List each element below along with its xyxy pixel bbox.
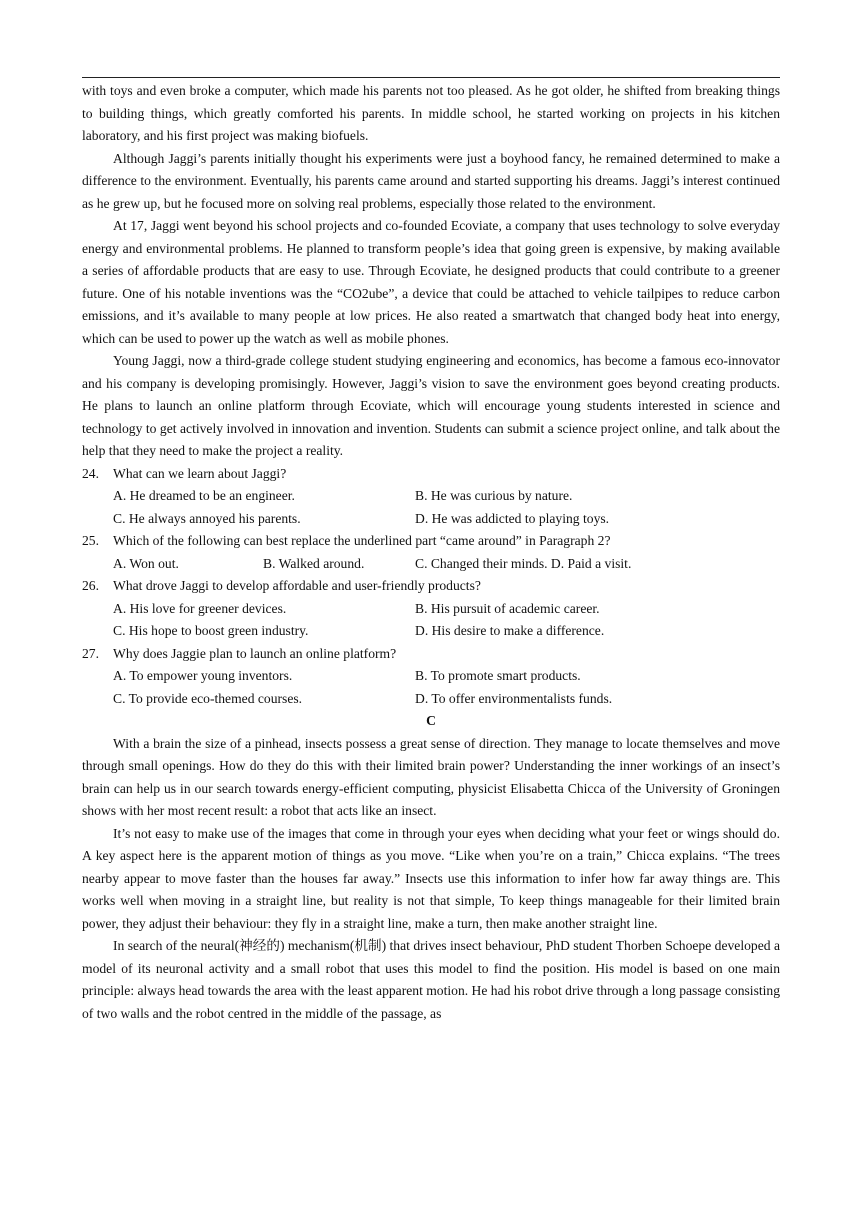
option-b: B. His pursuit of academic career. [415, 600, 600, 616]
question-24 [82, 463, 780, 531]
option-a: A. Won out. [113, 555, 179, 571]
option-a: A. His love for greener devices. [113, 600, 287, 616]
question-stem: What drove Jaggi to develop affordable and user-friendly products? [113, 578, 481, 593]
passage-c-paragraph: It’s not easy to make use of the images that come in through your eyes when deciding what your feet or wings should do. A key aspect here is the apparent motion of things as you move. “Like when you’re on a train,” Chicca explains. “The trees nearby appear to move faster than the houses far away.” Insects use this information to infer how far away things are. This works well when moving in a straight line, but reality is not that simple, To keep things manageable for their limited brain power, they adjust their behaviour: they fly in a straight line, make a turn, then make another straight line. [82, 825, 780, 931]
option-c: C. His hope to boost green industry. [113, 623, 309, 638]
question-stem: Which of the following can best replace the underlined part “came around” in Paragraph 2? [113, 533, 611, 548]
passage-b-paragraph: At 17, Jaggi went beyond his school projects and co-founded Ecoviate, a company that uses technology to solve everyday energy and environmental problems. He planned to transform people’s idea that going green is expensive, by making available a series of affordable products that are easy to use. Through Ecoviate, he designed products that could contribute to a greener future. One of his notable inventions was the “CO2ube”, a device that could be attached to vehicle tailpipes to reduce carbon emissions, and it’s available to many people at low prices. He also reated a smartwatch that changed body heat into energy, which can be used to power up the watch as well as mobile phones. [82, 218, 780, 346]
question-number: 27. [82, 645, 99, 661]
option-c: C. To provide eco-themed courses. [113, 690, 303, 706]
passage-c-paragraph: With a brain the size of a pinhead, insects possess a great sense of direction. They manage to locate themselves and move through small openings. How do they do this with their limited brain power? Understanding the inner workings of an insect’s brain can help us in our search towards energy-efficient computing, physicist Elisabetta Chicca of the University of Groningen shows with her most recent result: a robot that acts like an insect. [82, 735, 780, 818]
option-d: D. To offer environmentalists funds. [415, 690, 613, 706]
option-b: B. To promote smart products. [415, 668, 581, 683]
question-25 [82, 530, 780, 575]
passage-c-paragraph: In search of the neural(神经的) mechanism(机制) that drives insect behaviour, PhD student Thorben Schoepe developed a model of its neuronal activity and a small robot that uses this model to find the position. His model is based on one main principle: always head towards the area with the least apparent motion. He had his robot drive through a long passage consisting of two walls and the robot centred in the middle of the passage, as [82, 938, 781, 1021]
header-rule [82, 77, 780, 78]
option-b: B. He was curious by nature. [415, 488, 573, 503]
section-heading: C [426, 713, 436, 728]
option-d: D. He was addicted to playing toys. [415, 510, 610, 526]
question-number: 24. [82, 465, 99, 481]
question-26 [82, 575, 780, 643]
option-b: B. Walked around. [263, 555, 365, 571]
passage-b-paragraph: with toys and even broke a computer, which made his parents not too pleased. As he got older, he shifted from breaking things to building things, which greatly comforted his parents. In middle school, he started working on projects in his kitchen laboratory, and his first project was making biofuels. [82, 83, 780, 143]
option-a: A. He dreamed to be an engineer. [113, 488, 295, 503]
question-stem: Why does Jaggie plan to launch an online platform? [113, 645, 397, 661]
option-d: D. His desire to make a difference. [415, 623, 605, 638]
question-number: 25. [82, 533, 99, 548]
question-number: 26. [82, 578, 99, 593]
option-a: A. To empower young inventors. [113, 668, 293, 683]
passage-b-paragraph: Young Jaggi, now a third-grade college student studying engineering and economics, has become a famous eco-innovator and his company is developing promisingly. However, Jaggi’s vision to save the environment goes beyond creating products. He plans to launch an online platform through Ecoviate, which will encourage young students interested in science and technology to get actively involved in innovation and invention. Students can submit a science project online, and talk about the help that they need to make the project a reality. [82, 353, 780, 458]
option-c: C. He always annoyed his parents. [113, 510, 301, 526]
question-stem: What can we learn about Jaggi? [113, 465, 287, 481]
option-c-d: C. Changed their minds. D. Paid a visit. [415, 555, 632, 571]
passage-b-paragraph: Although Jaggi’s parents initially thought his experiments were just a boyhood fancy, he remained determined to make a difference to the environment. Eventually, his parents came around and started supporting his dreams. Jaggi’s interest continued as he grew up, but he focused more on solving real problems, especially those related to the environment. [82, 150, 780, 211]
page-content [82, 80, 780, 1025]
question-27 [82, 643, 780, 711]
